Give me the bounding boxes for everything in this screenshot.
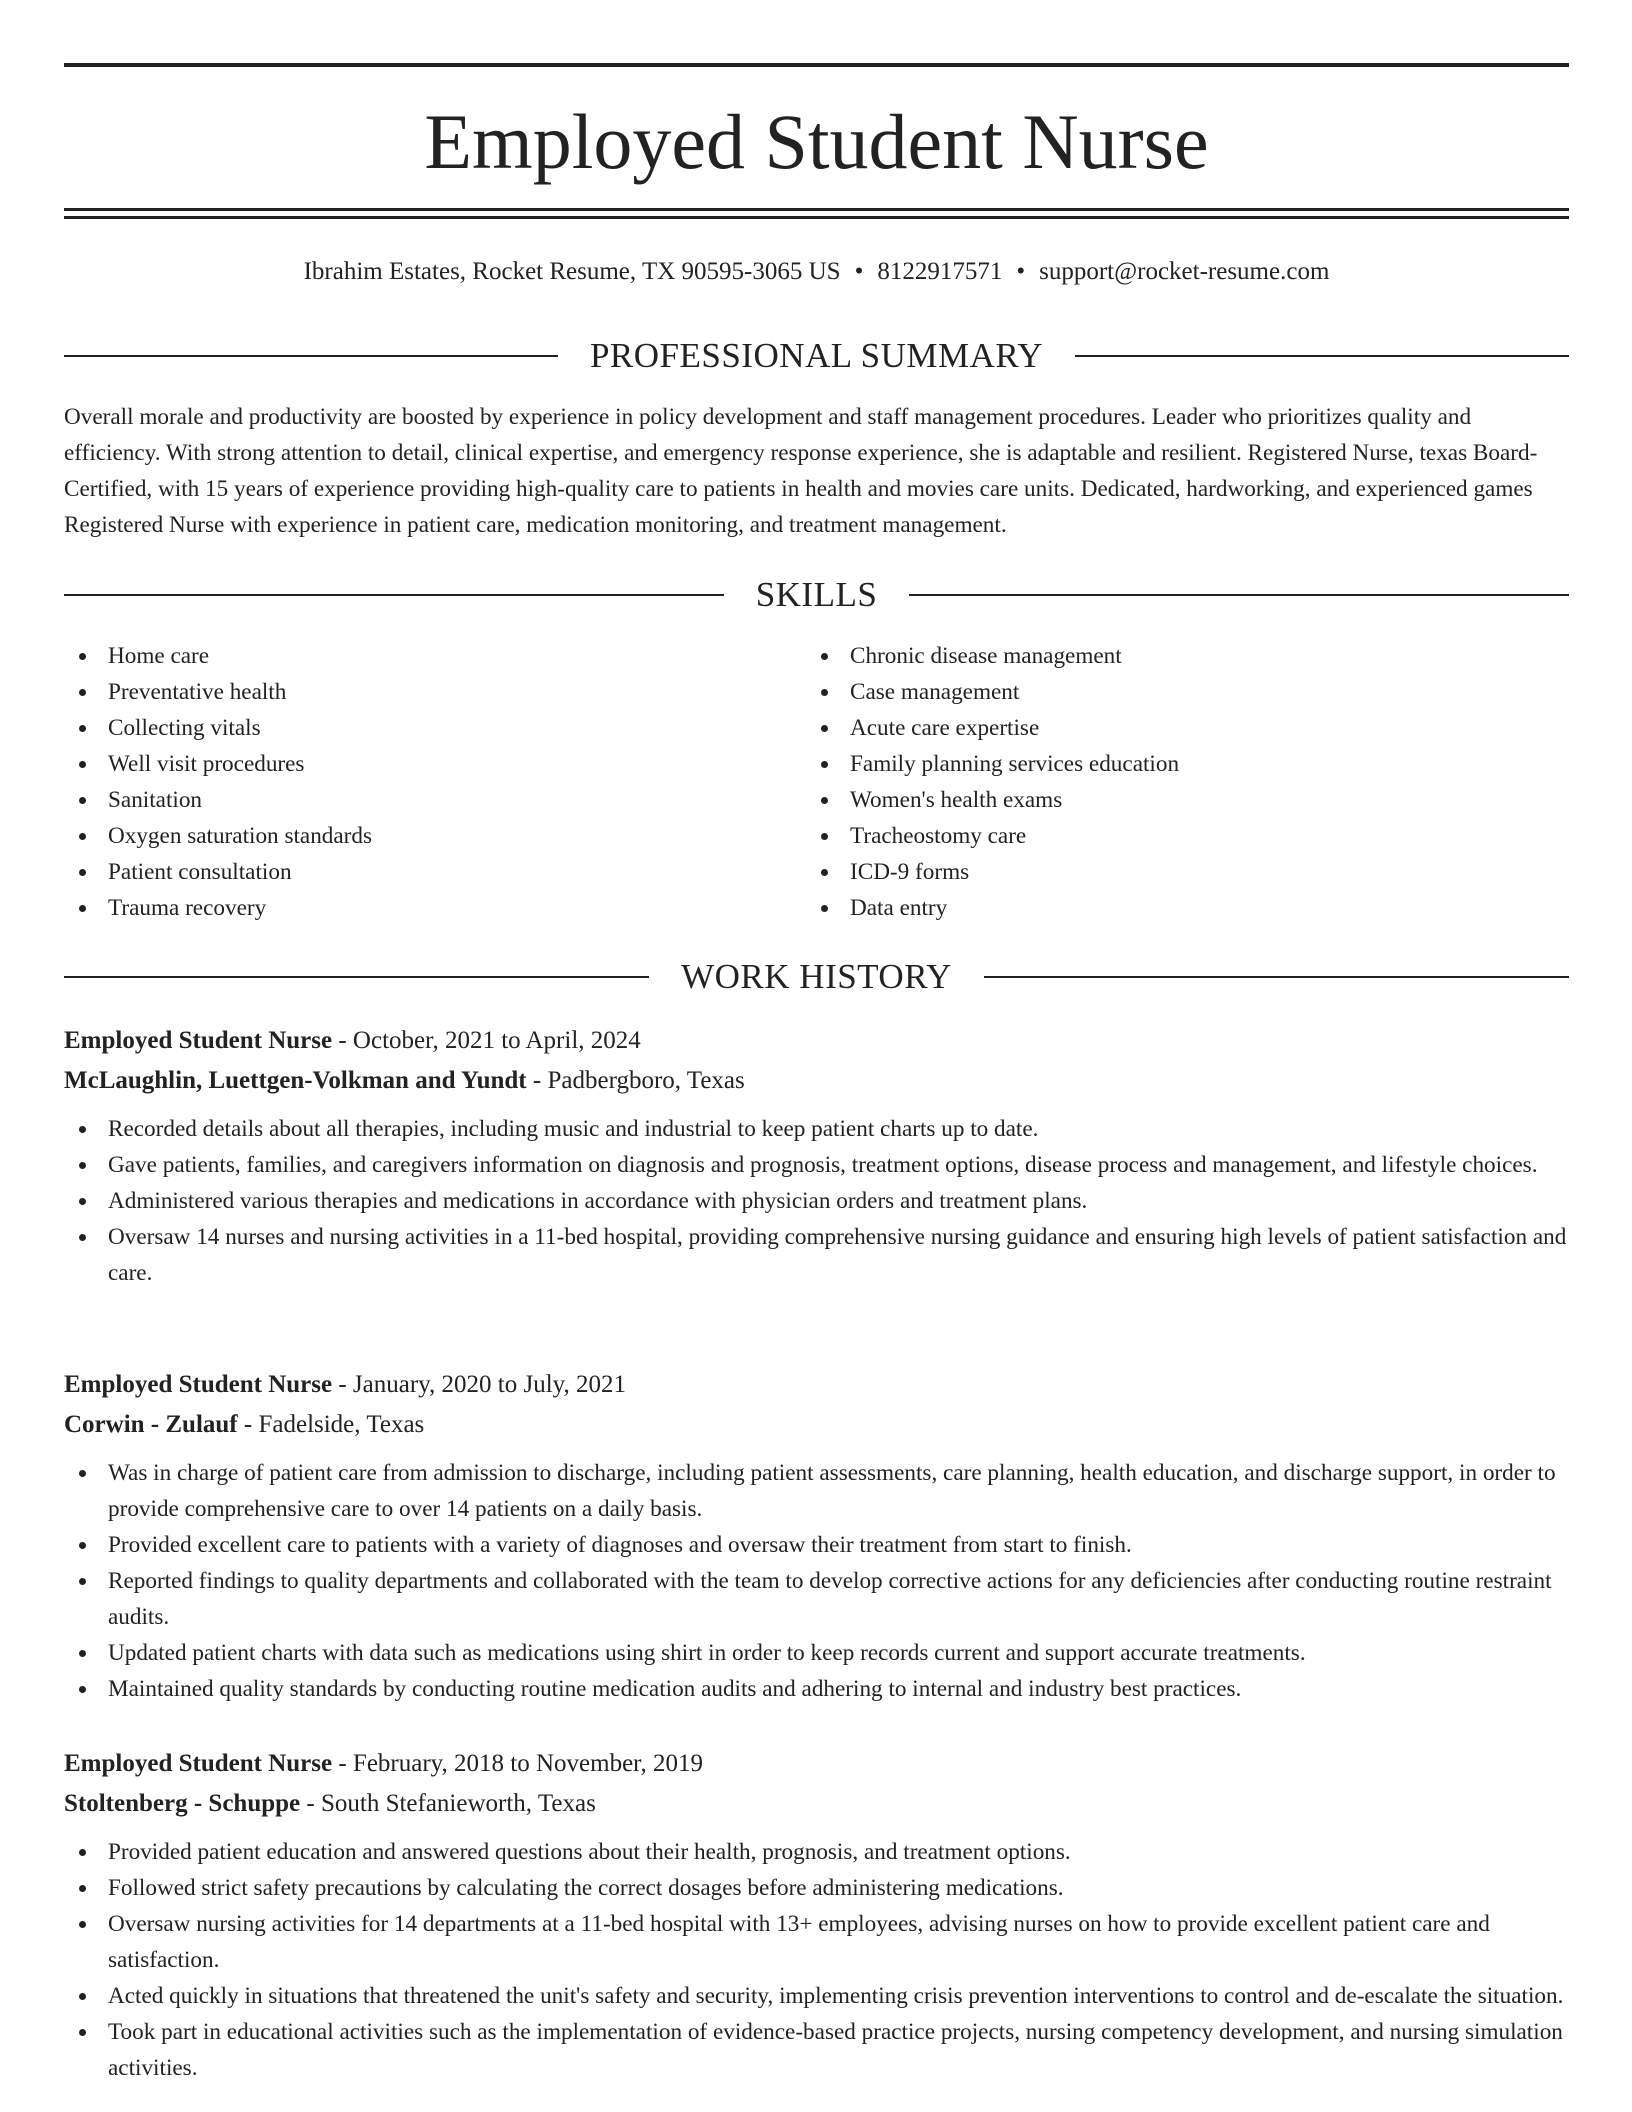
heading-rule [64, 594, 724, 596]
job-entry [64, 1365, 1569, 1707]
heading-rule [984, 976, 1569, 978]
skills-title: SKILLS [755, 575, 878, 614]
job-bullet: Followed strict safety precautions by calculating the correct dosages before administering medications. [64, 1870, 1569, 1906]
dash: - [332, 1371, 353, 1398]
dash: - [237, 1411, 259, 1438]
dash: - [526, 1067, 548, 1094]
skill-item: Tracheostomy care [806, 818, 1548, 854]
job-entry [64, 1021, 1569, 1291]
skill-item: Well visit procedures [64, 746, 806, 782]
job-title-line [64, 1021, 1569, 1061]
summary-title: PROFESSIONAL SUMMARY [589, 336, 1044, 375]
contact-phone: 8122917571 [877, 258, 1003, 285]
skill-item: ICD-9 forms [806, 854, 1548, 890]
dash: - [332, 1750, 353, 1777]
job-dates: October, 2021 to April, 2024 [352, 1027, 641, 1054]
skill-item: Collecting vitals [64, 710, 806, 746]
heading-rule [64, 355, 558, 357]
contact-address: Ibrahim Estates, Rocket Resume, TX 90595-3065 US [303, 258, 841, 285]
work-heading [64, 955, 1569, 999]
job-bullet: Reported findings to quality departments and collaborated with the team to develop corrective actions for any deficiencies after conducting routine restraint audits. [64, 1563, 1569, 1635]
skills-column-right [806, 638, 1548, 926]
job-bullets [64, 1834, 1569, 2086]
header-top-rule [64, 63, 1569, 67]
skill-item: Preventative health [64, 674, 806, 710]
job-dates: February, 2018 to November, 2019 [352, 1750, 704, 1777]
job-location: South Stefanieworth, Texas [320, 1790, 596, 1817]
job-bullet: Took part in educational activities such as the implementation of evidence-based practice projects, nursing competency development, and nursing simulation activities. [64, 2014, 1569, 2086]
skill-item: Women's health exams [806, 782, 1548, 818]
job-company: McLaughlin, Luettgen-Volkman and Yundt [64, 1067, 527, 1094]
job-role: Employed Student Nurse [64, 1027, 333, 1054]
resume-name: Employed Student Nurse [424, 98, 1209, 185]
job-company-line [64, 1061, 1569, 1101]
summary-text: Overall morale and productivity are boosted by experience in policy development and staff management procedures. Leader who prioritizes quality and efficiency. With strong attention to detail, clinical expertise, and emergency response experience, she is adaptable and resilient. Registered Nurse, texas Board-Certified, with 15 years of experience providing high-quality care to patients in health and movies care units. Dedicated, hardworking, and experienced games Registered Nurse with experience in patient care, medication monitoring, and treatment management. [64, 404, 1538, 538]
job-bullet: Was in charge of patient care from admission to discharge, including patient assessments, care planning, health education, and discharge support, in order to provide comprehensive care to over 14 patients on a daily basis. [64, 1455, 1569, 1527]
job-company: Stoltenberg - Schuppe [64, 1790, 301, 1817]
job-entry [64, 1744, 1569, 2086]
skills-column-left [64, 638, 806, 926]
contact-separator: • [854, 258, 864, 285]
skill-item: Chronic disease management [806, 638, 1548, 674]
header-bottom-rule-2 [64, 216, 1569, 219]
job-bullets [64, 1455, 1569, 1707]
header-bottom-rule [64, 208, 1569, 211]
job-title-line [64, 1744, 1569, 1784]
dash: - [332, 1027, 353, 1054]
heading-rule [909, 594, 1569, 596]
heading-rule [1075, 355, 1569, 357]
job-company-line [64, 1784, 1569, 1824]
job-bullet: Gave patients, families, and caregivers information on diagnosis and prognosis, treatment options, disease process and management, and lifestyle choices. [64, 1147, 1569, 1183]
heading-rule [64, 976, 649, 978]
job-bullet: Recorded details about all therapies, including music and industrial to keep patient charts up to date. [64, 1111, 1569, 1147]
job-bullet: Updated patient charts with data such as medications using shirt in order to keep records current and support accurate treatments. [64, 1635, 1569, 1671]
skill-item: Case management [806, 674, 1548, 710]
job-bullet: Acted quickly in situations that threatened the unit's safety and security, implementing crisis prevention interventions to control and de-escalate the situation. [64, 1978, 1569, 2014]
summary-heading [64, 334, 1569, 378]
job-company: Corwin - Zulauf [64, 1411, 238, 1438]
work-title: WORK HISTORY [681, 957, 952, 996]
contact-email: support@rocket-resume.com [1039, 258, 1330, 285]
skill-item: Acute care expertise [806, 710, 1548, 746]
job-bullet: Maintained quality standards by conducting routine medication audits and adhering to internal and industry best practices. [64, 1671, 1569, 1707]
contact-line [64, 254, 1569, 290]
job-bullets [64, 1111, 1569, 1291]
skill-item: Home care [64, 638, 806, 674]
skill-item: Trauma recovery [64, 890, 806, 926]
job-company-line [64, 1405, 1569, 1445]
job-bullet: Oversaw 14 nurses and nursing activities in a 11-bed hospital, providing comprehensive nursing guidance and ensuring high levels of patient satisfaction and care. [64, 1219, 1569, 1291]
job-location: Fadelside, Texas [258, 1411, 425, 1438]
job-dates: January, 2020 to July, 2021 [352, 1371, 627, 1398]
contact-separator: • [1016, 258, 1026, 285]
skills-list [64, 638, 1569, 926]
dash: - [300, 1790, 321, 1817]
job-role: Employed Student Nurse [64, 1750, 333, 1777]
skill-item: Sanitation [64, 782, 806, 818]
skill-item: Patient consultation [64, 854, 806, 890]
skill-item: Data entry [806, 890, 1548, 926]
job-bullet: Oversaw nursing activities for 14 departments at a 11-bed hospital with 13+ employees, advising nurses on how to provide excellent patient care and satisfaction. [64, 1906, 1569, 1978]
skill-item: Oxygen saturation standards [64, 818, 806, 854]
skill-item: Family planning services education [806, 746, 1548, 782]
job-bullet: Provided patient education and answered questions about their health, prognosis, and treatment options. [64, 1834, 1569, 1870]
job-location: Padbergboro, Texas [547, 1067, 745, 1094]
job-title-line [64, 1365, 1569, 1405]
job-bullet: Provided excellent care to patients with a variety of diagnoses and oversaw their treatment from start to finish. [64, 1527, 1569, 1563]
skills-heading [64, 573, 1569, 617]
job-bullet: Administered various therapies and medications in accordance with physician orders and treatment plans. [64, 1183, 1569, 1219]
job-role: Employed Student Nurse [64, 1371, 333, 1398]
